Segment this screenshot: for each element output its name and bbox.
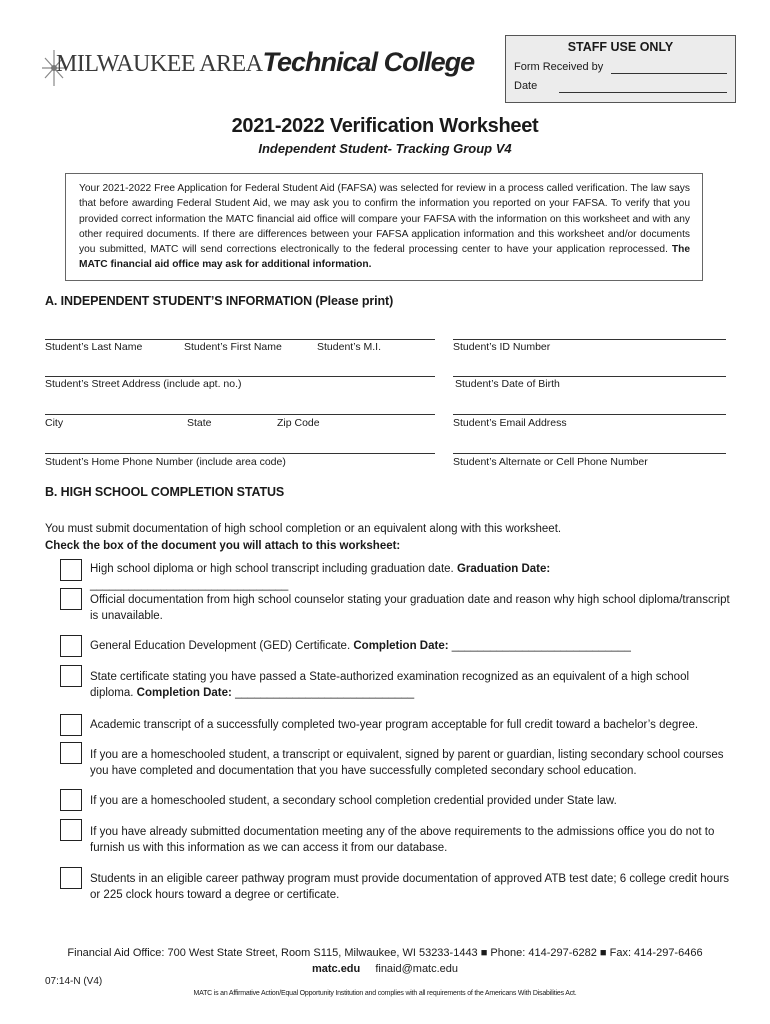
option-text-hs-diploma bbox=[90, 562, 730, 593]
home-phone-field-line[interactable] bbox=[45, 453, 435, 454]
last-name-label: Student’s Last Name bbox=[45, 341, 143, 353]
section-b-instruction-bold: Check the box of the document you will attach to this worksheet: bbox=[45, 540, 401, 552]
option-7-text: If you have already submitted documentation meeting any of the above requirements to the admissions office you do not to furnish us with this information as we can access it from our database. bbox=[90, 826, 715, 854]
alt-phone-field-line[interactable] bbox=[453, 453, 726, 454]
checkbox-homeschool-transcript[interactable] bbox=[60, 742, 82, 764]
checkbox-already-submitted[interactable] bbox=[60, 819, 82, 841]
city-label: City bbox=[45, 417, 64, 429]
dob-field-line[interactable] bbox=[453, 376, 726, 377]
checkbox-homeschool-credential[interactable] bbox=[60, 789, 82, 811]
eeo-statement: MATC is an Affirmative Action/Equal Opportunity Institution and complies with all requirements of the Americans With Disabilities Act. bbox=[193, 990, 577, 997]
option-0-bold: Graduation Date: bbox=[456, 563, 551, 575]
option-text-ged bbox=[90, 639, 730, 655]
document-subtitle: Independent Student- Tracking Group V4 bbox=[258, 141, 512, 156]
option-text-career-pathway bbox=[90, 872, 730, 903]
alt-phone-label: Student’s Alternate or Cell Phone Number bbox=[453, 456, 648, 468]
footer-website-link[interactable]: matc.edu bbox=[311, 963, 361, 975]
option-3-bold: Completion Date: bbox=[136, 686, 232, 699]
dob-label: Student’s Date of Birth bbox=[455, 378, 560, 390]
option-2-text: General Education Development (GED) Certificate. bbox=[90, 640, 351, 652]
option-text-homeschool-credential bbox=[90, 794, 730, 810]
footer-email-link[interactable]: finaid@matc.edu bbox=[375, 963, 459, 975]
name-field-line[interactable] bbox=[45, 339, 435, 340]
email-label: Student’s Email Address bbox=[453, 417, 567, 429]
home-phone-label: Student’s Home Phone Number (include area code) bbox=[45, 456, 286, 468]
id-number-field-line[interactable] bbox=[453, 339, 726, 340]
form-code: 07:14-N (V4) bbox=[45, 976, 103, 987]
checkbox-state-cert[interactable] bbox=[60, 665, 82, 687]
street-label: Student’s Street Address (include apt. no.) bbox=[45, 378, 242, 390]
option-text-counselor-doc bbox=[90, 593, 730, 624]
footer-contact-line bbox=[0, 963, 770, 975]
option-0-blank[interactable]: _______________________________ bbox=[90, 578, 289, 591]
option-2-blank[interactable]: ____________________________ bbox=[451, 640, 631, 652]
email-field-line[interactable] bbox=[453, 414, 726, 415]
staff-date-row bbox=[514, 80, 727, 93]
option-8-text: Students in an eligible career pathway program must provide documentation of approved ATB test date; 6 college credit hours or 225 clock hours toward a degree or certificate. bbox=[90, 873, 730, 901]
footer-office-line: Financial Aid Office: 700 West State Street, Room S115, Milwaukee, WI 53233-1443 ■ Phone: 414-297-6282 ■ Fax: 414-297-6466 bbox=[67, 947, 703, 959]
option-3-blank[interactable]: ____________________________ bbox=[235, 686, 415, 699]
staff-use-title: STAFF USE ONLY bbox=[567, 40, 674, 54]
option-text-homeschool-transcript bbox=[90, 748, 730, 779]
state-label: State bbox=[187, 417, 212, 429]
option-5-text: If you are a homeschooled student, a transcript or equivalent, signed by parent or guardian, listing secondary school courses you have completed and documentation that you have successfully completed secondary school education. bbox=[90, 749, 724, 777]
document-title: 2021-2022 Verification Worksheet bbox=[231, 115, 539, 137]
staff-date-label: Date bbox=[514, 80, 538, 92]
logo-text-bold: Technical College bbox=[262, 47, 475, 77]
checkbox-counselor-doc[interactable] bbox=[60, 588, 82, 610]
option-4-text: Academic transcript of a successfully completed two-year program acceptable for full credit toward a bachelor’s degree. bbox=[90, 719, 699, 731]
section-b-title: B. HIGH SCHOOL COMPLETION STATUS bbox=[45, 485, 285, 499]
option-text-academic-transcript bbox=[90, 718, 730, 734]
form-received-label: Form Received by bbox=[514, 61, 604, 73]
staff-date-field[interactable] bbox=[559, 82, 727, 93]
checkbox-academic-transcript[interactable] bbox=[60, 714, 82, 736]
option-text-already-submitted bbox=[90, 825, 730, 856]
intro-bold-text: The MATC financial aid office may ask for additional information. bbox=[79, 244, 690, 271]
logo-text-serif: MILWAUKEE AREA bbox=[56, 51, 263, 77]
section-a-title: A. INDEPENDENT STUDENT’S INFORMATION (Please print) bbox=[45, 294, 394, 308]
form-received-field[interactable] bbox=[611, 63, 727, 74]
option-text-state-cert bbox=[90, 670, 730, 701]
mi-label: Student’s M.I. bbox=[317, 341, 382, 353]
checkbox-ged[interactable] bbox=[60, 635, 82, 657]
option-6-text: If you are a homeschooled student, a secondary school completion credential provided under State law. bbox=[90, 795, 617, 807]
option-1-text: Official documentation from high school counselor stating your graduation date and reason why high school diploma/transcript is unavailable. bbox=[90, 594, 730, 622]
street-field-line[interactable] bbox=[45, 376, 435, 377]
section-b-instruction: You must submit documentation of high school completion or an equivalent along with this worksheet. bbox=[45, 523, 562, 535]
staff-use-box bbox=[505, 35, 736, 103]
intro-text: Your 2021-2022 Free Application for Federal Student Aid (FAFSA) was selected for review in a process called verification. The law says that before awarding Federal Student Aid, we may ask you to confirm the information you reported on your FAFSA. To verify that you provided correct information the MATC financial aid office will compare your FAFSA with the information on this worksheet and with any other required documents. If there are differences between your FAFSA application information and this worksheet and/or documents you submitted, MATC will send corrections electronically to the federal processing center to have your application reprocessed. bbox=[79, 183, 690, 256]
zip-label: Zip Code bbox=[277, 417, 320, 429]
checkbox-career-pathway[interactable] bbox=[60, 867, 82, 889]
first-name-label: Student’s First Name bbox=[184, 341, 282, 353]
logo-wordmark bbox=[56, 47, 474, 79]
option-3-text: State certificate stating you have passed a State-authorized examination recognized as an equivalent of a high school diploma. bbox=[90, 671, 690, 699]
option-2-bold: Completion Date: bbox=[353, 640, 449, 652]
checkbox-hs-diploma[interactable] bbox=[60, 559, 82, 581]
city-state-zip-field-line[interactable] bbox=[45, 414, 435, 415]
matc-logo bbox=[42, 44, 475, 90]
id-number-label: Student’s ID Number bbox=[453, 341, 551, 353]
form-received-row bbox=[514, 61, 727, 74]
option-0-text: High school diploma or high school transcript including graduation date. bbox=[90, 563, 454, 575]
intro-box bbox=[65, 173, 703, 281]
